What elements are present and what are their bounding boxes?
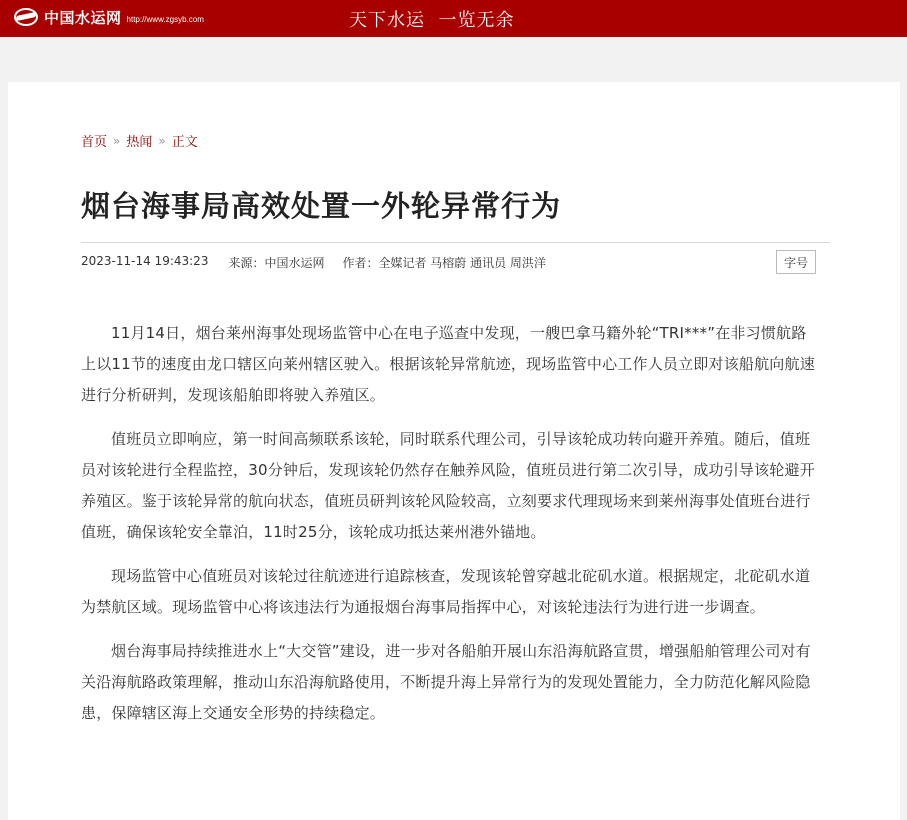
- article-paragraph: 值班员立即响应，第一时间高频联系该轮，同时联系代理公司，引导该轮成功转向避开养殖。随后，值班员对该轮进行全程监控，30分钟后，发现该轮仍然存在触养风险，值班员进行第二次引导，成功引导该轮避开养殖区。鉴于该轮异常的航向状态，值班员研判该轮风险较高，立刻要求代理现场来到莱州海事处值班台进行值班，确保该轮安全靠泊，11时25分，该轮成功抵达莱州港外锚地。: [81, 430, 815, 541]
- site-logo[interactable]: [12, 6, 204, 28]
- article-meta: [81, 254, 566, 271]
- breadcrumb-separator: »: [113, 133, 121, 148]
- breadcrumb: [81, 131, 198, 150]
- article-paragraph: 11月14日，烟台莱州海事处现场监管中心在电子巡查中发现，一艘巴拿马籍外轮“TRI***”在非习惯航路上以11节的速度由龙口辖区向莱州辖区驶入。根据该轮异常航迹，现场监管中心工作人员立即对该船航向航速进行分析研判，发现该船舶即将驶入养殖区。: [81, 324, 815, 404]
- title-divider: [81, 242, 830, 243]
- article-author: 作者：全媒记者 马榕蔚 通讯员 周洪洋: [342, 256, 546, 270]
- logo-text: 中国水运网: [44, 8, 122, 27]
- site-slogan: 天下水运 一览无余: [349, 10, 515, 31]
- publish-date: 2023-11-14 19:43:23: [81, 254, 209, 268]
- article-paragraph: 烟台海事局持续推进水上“大交管”建设，进一步对各船舶开展山东沿海航路宣贯，增强船舶管理公司对有关沿海航路政策理解，推动山东沿海航路使用，不断提升海上异常行为的发现处置能力，全力防范化解风险隐患，保障辖区海上交通安全形势的持续稳定。: [81, 642, 811, 722]
- breadcrumb-home[interactable]: 首页: [81, 135, 108, 150]
- logo-url: http://www.zgsyb.com: [126, 14, 204, 24]
- site-header: [0, 0, 907, 37]
- breadcrumb-separator: »: [158, 133, 166, 148]
- font-size-button[interactable]: 字号: [776, 250, 816, 274]
- article-body: [81, 318, 821, 742]
- article-title: 烟台海事局高效处置一外轮异常行为: [81, 189, 562, 223]
- article-source: 来源：中国水运网: [228, 256, 325, 270]
- breadcrumb-hot-news[interactable]: 热闻: [126, 135, 153, 150]
- article-paragraph: 现场监管中心值班员对该轮过往航迹进行追踪核查，发现该轮曾穿越北砣矶水道。根据规定，北砣矶水道为禁航区域。现场监管中心将该违法行为通报烟台海事局指挥中心，对该轮违法行为进行进一步调查。: [81, 567, 811, 616]
- logo-icon: [12, 7, 40, 27]
- breadcrumb-current[interactable]: 正文: [171, 135, 198, 150]
